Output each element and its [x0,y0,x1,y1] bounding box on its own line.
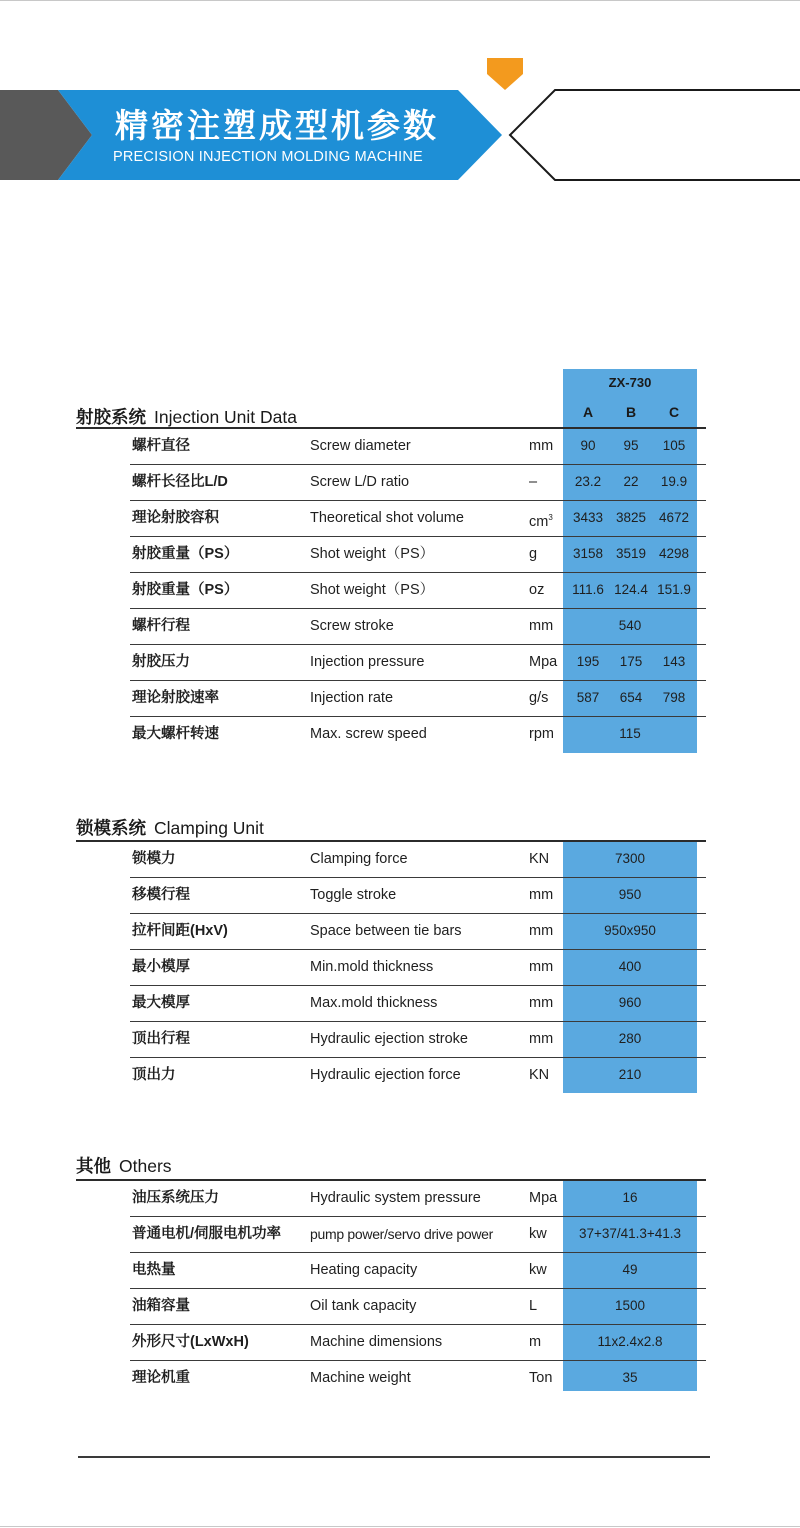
spec-value: 950 [618,887,642,902]
spec-unit: g/s [529,690,549,706]
spec-label-en: Screw L/D ratio [310,474,410,490]
spec-value-c: 105 [662,438,686,453]
spec-row [130,501,706,537]
spec-row [130,609,706,645]
spec-value-c: 4672 [658,510,690,525]
spec-row [130,950,706,986]
clamping-title-en: Clamping Unit [154,818,264,838]
spec-label-en: Injection pressure [310,654,425,670]
spec-value-a: 3158 [572,546,604,561]
spec-unit [529,501,553,535]
spec-label-en: pump power/servo drive power [310,1226,494,1242]
spec-label-cn: 射胶重量（PS） [132,582,239,598]
spec-unit: rpm [529,726,554,742]
spec-label-en: Hydraulic ejection stroke [310,1031,468,1047]
spec-row [130,1325,706,1361]
spec-label-en: Shot weight（PS） [310,582,435,598]
spec-value: 37+37/41.3+41.3 [578,1226,682,1241]
spec-label-cn: 最大螺杆转速 [132,726,219,742]
spec-label-cn: 顶出行程 [132,1031,190,1047]
spec-value: 49 [622,1262,638,1277]
spec-value: 7300 [614,851,646,866]
spec-row [130,1058,706,1094]
spec-label-cn: 螺杆长径比L/D [132,474,228,490]
top-border [0,0,800,1]
spec-unit-base: cm [529,513,549,530]
spec-unit: – [529,474,538,490]
spec-value-b: 22 [623,474,639,489]
spec-value-a: 587 [576,690,600,705]
spec-value-a: 3433 [572,510,604,525]
others-title-cn: 其他 [76,1156,111,1176]
spec-label-en: Toggle stroke [310,887,397,903]
spec-unit: mm [529,618,554,634]
spec-unit: mm [529,923,554,939]
orange-marker-icon [487,58,523,90]
spec-value-a: 23.2 [574,474,602,489]
spec-value: 35 [622,1370,638,1385]
spec-label-cn: 理论射胶容积 [132,510,219,526]
spec-value-c: 143 [662,654,686,669]
spec-label-en: Hydraulic ejection force [310,1067,461,1083]
spec-row [130,1361,706,1397]
spec-row [130,429,706,465]
spec-label-en: Space between tie bars [310,923,462,939]
bottom-border [0,1526,800,1527]
spec-row [130,681,706,717]
spec-row [130,717,706,753]
spec-unit-sup: 3 [548,513,553,522]
spec-label-cn: 螺杆直径 [132,438,190,454]
spec-row [130,1217,706,1253]
spec-value-c: 4298 [658,546,690,561]
spec-unit: Mpa [529,654,558,670]
spec-value-b: 654 [619,690,643,705]
spec-value-a: 90 [580,438,596,453]
spec-value: 11x2.4x2.8 [597,1334,663,1349]
injection-title-cn: 射胶系统 [76,407,146,427]
spec-label-cn: 最大模厚 [132,995,190,1011]
spec-value: 400 [618,959,642,974]
model-name: ZX-730 [608,375,652,390]
spec-row [130,537,706,573]
spec-unit: mm [529,887,554,903]
spec-value-b: 3825 [615,510,647,525]
spec-row [130,1181,706,1217]
spec-unit: kw [529,1226,547,1242]
spec-unit: g [529,546,538,562]
spec-unit: KN [529,851,550,867]
spec-label-cn: 顶出力 [132,1067,176,1083]
column-header-a: A [582,404,594,420]
spec-value-a: 195 [576,654,600,669]
spec-unit: kw [529,1262,547,1278]
spec-label-en: Heating capacity [310,1262,418,1278]
others-title-en: Others [119,1156,172,1176]
spec-row [130,914,706,950]
spec-unit: m [529,1334,542,1350]
spec-label-en: Shot weight（PS） [310,546,435,562]
spec-label-en: Theoretical shot volume [310,510,464,526]
spec-row [130,986,706,1022]
injection-section-title [76,404,297,429]
spec-unit: L [529,1298,538,1314]
spec-unit: Mpa [529,1190,558,1206]
spec-row [130,1253,706,1289]
spec-unit: Ton [529,1370,553,1386]
banner-title-en: PRECISION INJECTION MOLDING MACHINE [113,149,423,165]
spec-value: 16 [622,1190,638,1205]
clamping-section-title [76,815,264,840]
column-header-b: B [625,404,637,420]
column-header-c: C [668,404,680,420]
spec-value-c: 19.9 [660,474,688,489]
spec-label-cn: 理论机重 [132,1370,190,1386]
spec-label-en: Machine weight [310,1370,411,1386]
spec-value-b: 95 [623,438,639,453]
spec-value: 540 [618,618,642,633]
spec-label-en: Screw stroke [310,618,394,634]
spec-row [130,1022,706,1058]
spec-label-en: Min.mold thickness [310,959,434,975]
others-section-title [76,1153,172,1178]
spec-label-cn: 最小模厚 [132,959,190,975]
spec-label-cn: 电热量 [132,1262,176,1278]
spec-value: 950x950 [604,923,656,938]
spec-label-en: Max.mold thickness [310,995,438,1011]
spec-row [130,573,706,609]
spec-label-en: Clamping force [310,851,408,867]
spec-label-en: Machine dimensions [310,1334,443,1350]
spec-row [130,842,706,878]
injection-title-en: Injection Unit Data [154,407,297,427]
spec-label-cn: 螺杆行程 [132,618,190,634]
spec-label-cn: 油压系统压力 [132,1190,219,1206]
spec-value: 280 [618,1031,642,1046]
spec-value-c: 151.9 [657,582,691,597]
footer-rule [78,1456,710,1458]
spec-value: 1500 [614,1298,646,1313]
spec-label-cn: 油箱容量 [132,1298,190,1314]
spec-unit: mm [529,959,554,975]
spec-unit: mm [529,1031,554,1047]
outline-chevron [510,90,800,180]
spec-value-b: 3519 [615,546,647,561]
spec-unit: oz [529,582,545,598]
spec-label-cn: 普通电机/伺服电机功率 [132,1226,282,1242]
spec-row [130,878,706,914]
spec-label-cn: 射胶压力 [132,654,190,670]
clamping-title-cn: 锁模系统 [76,818,146,838]
spec-label-en: Oil tank capacity [310,1298,417,1314]
spec-row [130,1289,706,1325]
spec-unit: mm [529,995,554,1011]
spec-value: 960 [618,995,642,1010]
spec-label-cn: 拉杆间距(HxV) [132,923,228,939]
spec-label-en: Screw diameter [310,438,411,454]
spec-label-cn: 锁模力 [132,851,176,867]
spec-label-en: Injection rate [310,690,394,706]
spec-row [130,465,706,501]
spec-unit: KN [529,1067,550,1083]
spec-row [130,645,706,681]
spec-value-b: 124.4 [614,582,648,597]
spec-value: 210 [618,1067,642,1082]
spec-unit: mm [529,438,554,454]
spec-value-a: 111.6 [572,582,604,597]
spec-label-cn: 理论射胶速率 [132,690,219,706]
spec-label-cn: 外形尺寸(LxWxH) [132,1334,249,1350]
spec-value: 115 [619,726,641,741]
spec-label-en: Max. screw speed [310,726,427,742]
spec-label-cn: 射胶重量（PS） [132,546,239,562]
spec-value-c: 798 [662,690,686,705]
spec-label-cn: 移模行程 [132,887,190,903]
spec-label-en: Hydraulic system pressure [310,1190,481,1206]
spec-value-b: 175 [619,654,643,669]
banner-title-cn: 精密注塑成型机参数 [115,107,439,144]
